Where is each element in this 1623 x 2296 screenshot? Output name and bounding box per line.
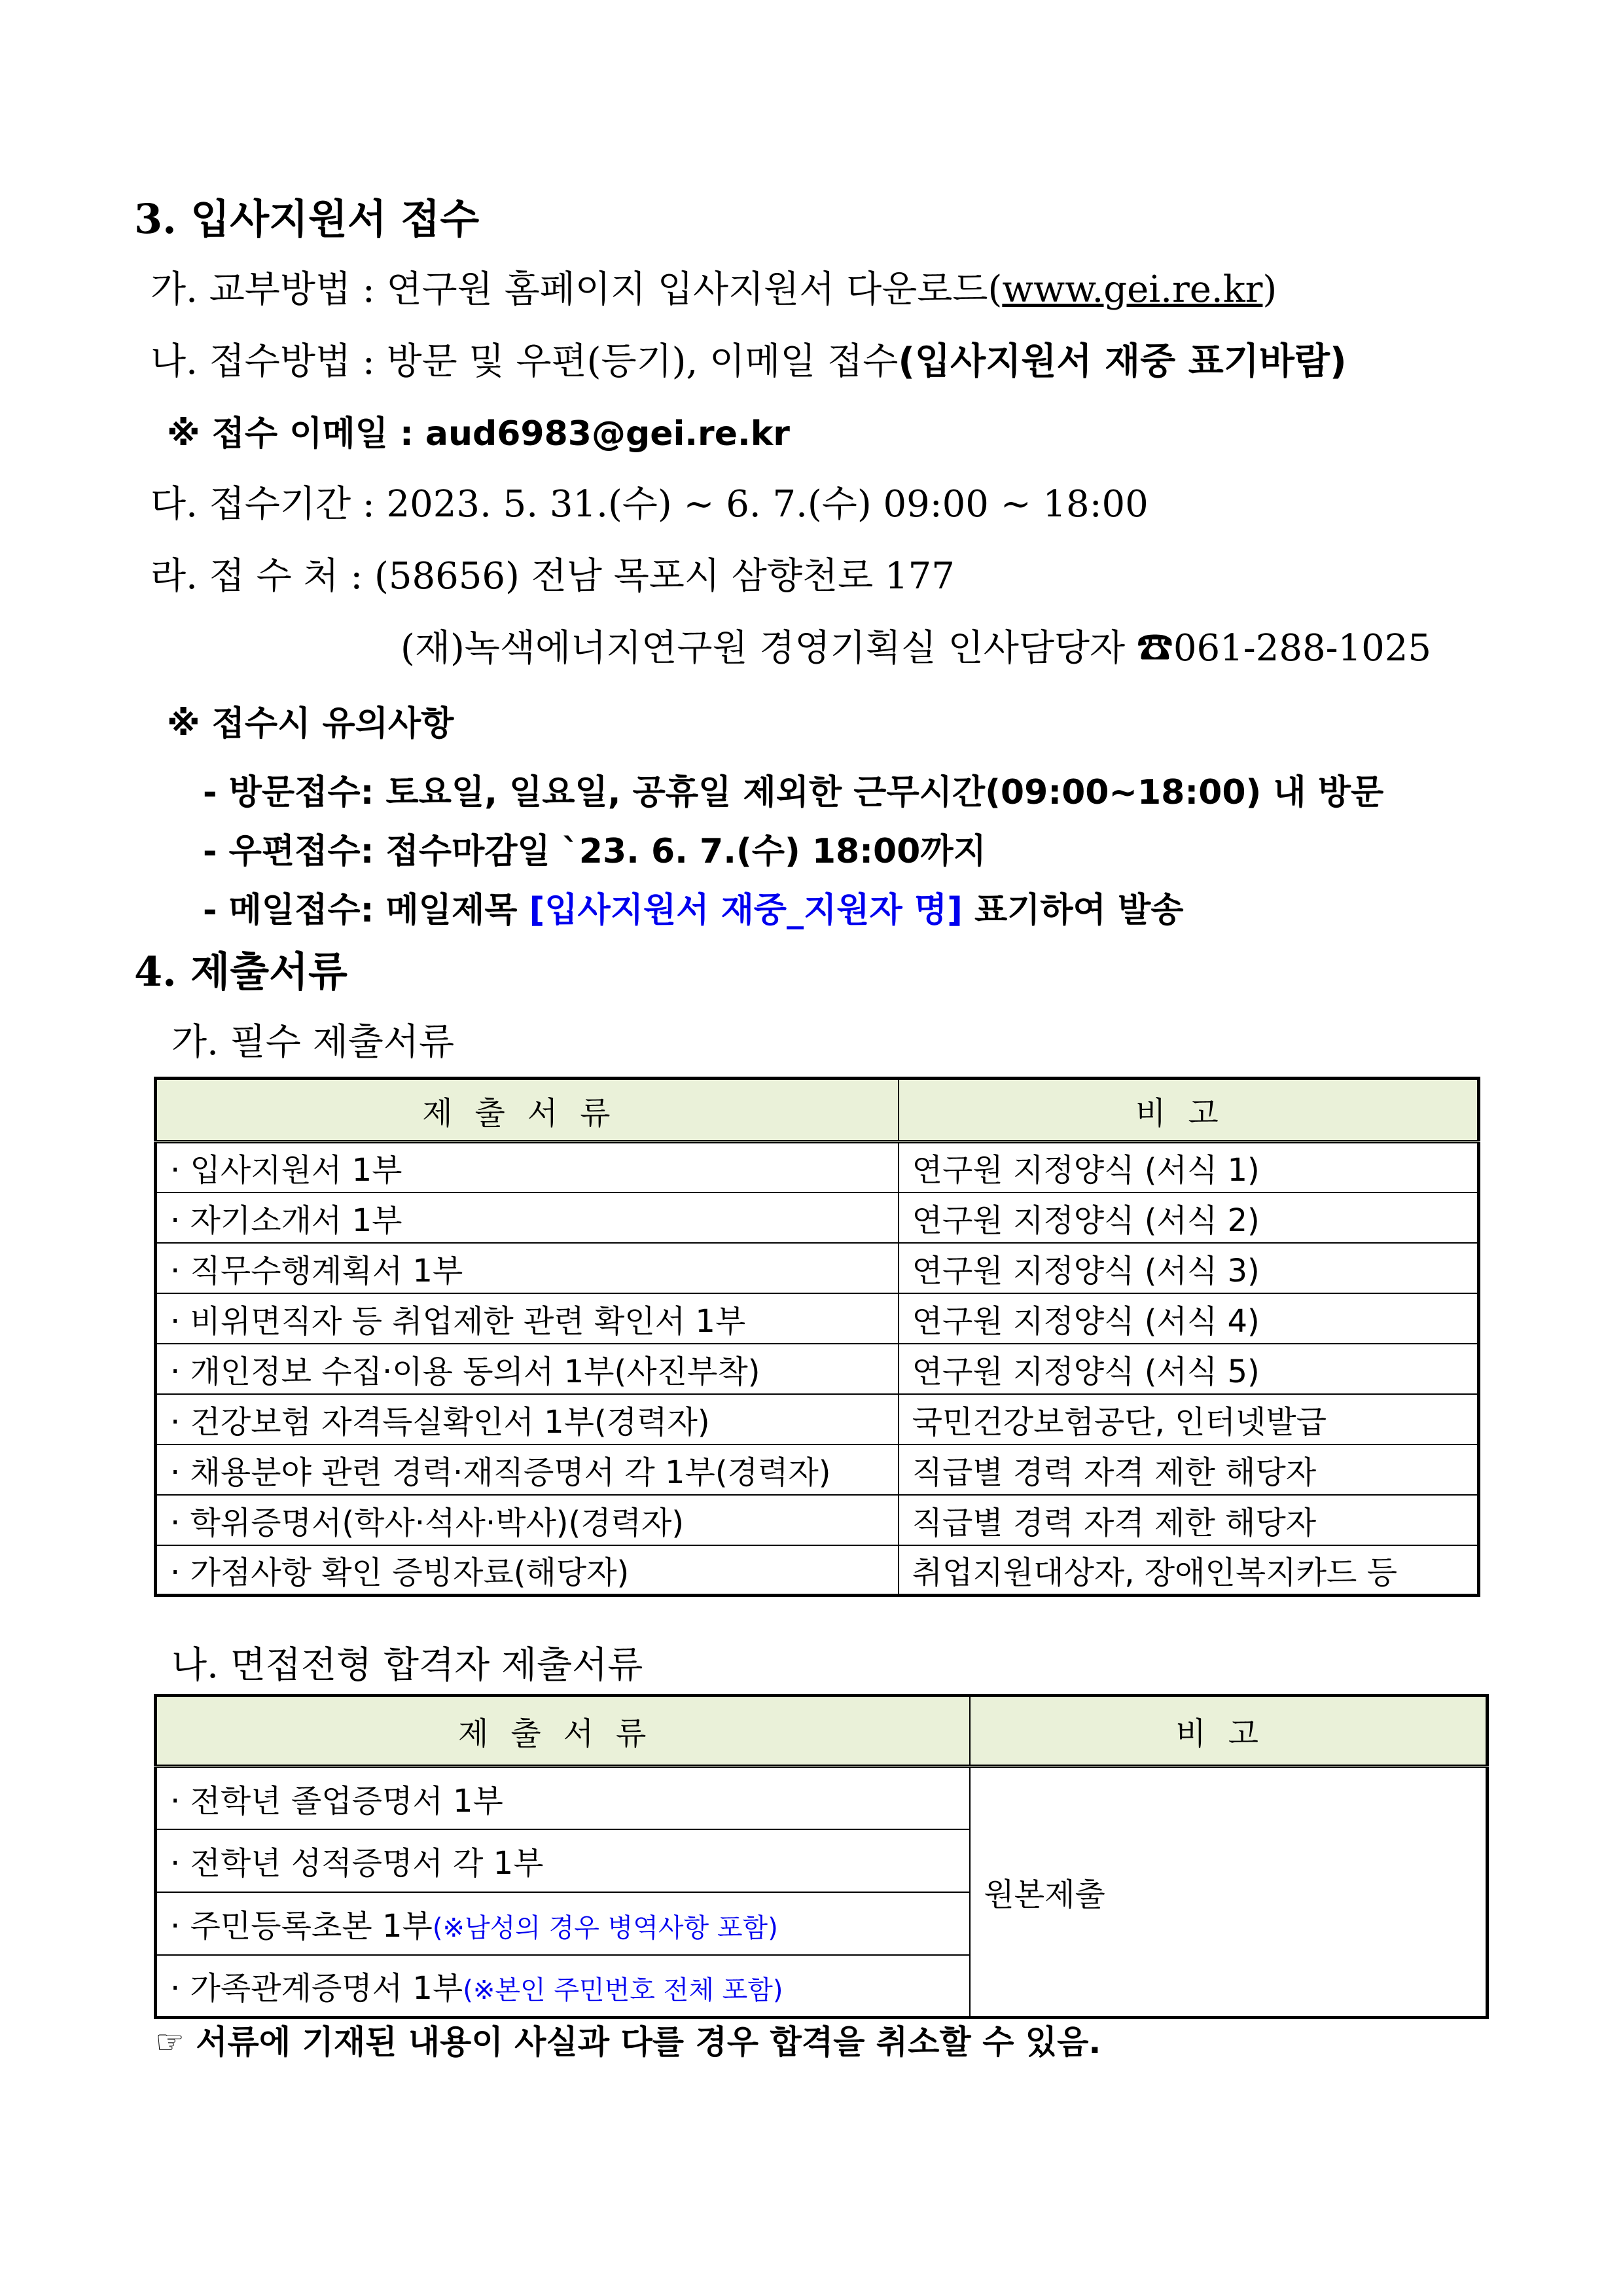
table-row: · 비위면직자 등 취업제한 관련 확인서 1부 연구원 지정양식 (서식 4) xyxy=(156,1293,1479,1344)
table-row: · 자기소개서 1부 연구원 지정양식 (서식 2) xyxy=(156,1193,1479,1243)
table-row: · 입사지원서 1부 연구원 지정양식 (서식 1) xyxy=(156,1142,1479,1193)
footer-notice: ☞ 서류에 기재된 내용이 사실과 다를 경우 합격을 취소할 수 있음. xyxy=(155,2023,1101,2061)
submission-method: 나. 접수방법 : 방문 및 우편(등기), 이메일 접수(입사지원서 재중 표기바람) xyxy=(151,340,1347,383)
homepage-link[interactable]: www.gei.re.kr xyxy=(1002,268,1263,311)
submission-emphasis: (입사지원서 재중 표기바람) xyxy=(898,340,1347,383)
table-row: · 가점사항 확인 증빙자료(해당자) 취업지원대상자, 장애인복지카드 등 xyxy=(156,1545,1479,1596)
table-row: · 전학년 졸업증명서 1부 원본제출 xyxy=(156,1767,1488,1829)
notice-title: ※ 접수시 유의사항 xyxy=(167,704,454,744)
notice-visit: - 방문접수: 토요일, 일요일, 공휴일 제외한 근무시간(09:00~18:00) 내 방문 xyxy=(203,773,1384,812)
table-row: · 개인정보 수집·이용 동의서 1부(사진부착) 연구원 지정양식 (서식 5) xyxy=(156,1344,1479,1394)
table-header xyxy=(156,1079,1479,1142)
interview-docs-table xyxy=(154,1694,1489,2019)
interview-docs-title: 나. 면접전형 합격자 제출서류 xyxy=(171,1644,643,1687)
table-header xyxy=(156,1696,1488,1767)
table-row: · 건강보험 자격득실확인서 1부(경력자) 국민건강보험공단, 인터넷발급 xyxy=(156,1394,1479,1444)
submission-address: 라. 접 수 처 : (58656) 전남 목포시 삼향천로 177 xyxy=(151,555,955,598)
remark-original: 원본제출 xyxy=(970,1767,1487,2018)
table-row: · 주민등록초본 1부(※남성의 경우 병역사항 포함) xyxy=(156,1892,1488,1955)
section3-title: 3. 입사지원서 접수 xyxy=(134,195,480,243)
notice-email: - 메일접수: 메일제목 [입사지원서 재중_지원자 명] 표기하여 발송 xyxy=(203,891,1184,930)
header-remark: 비고 xyxy=(899,1079,1479,1142)
email-subject-format: [입사지원서 재중_지원자 명] xyxy=(529,891,963,930)
table-row: · 채용분야 관련 경력·재직증명서 각 1부(경력자) 직급별 경력 자격 제한 해당자 xyxy=(156,1444,1479,1495)
submission-contact: (재)녹색에너지연구원 경영기획실 인사담당자 ☎061-288-1025 xyxy=(401,627,1432,670)
header-docs: 제출서류 xyxy=(156,1696,971,1767)
submission-email: ※ 접수 이메일 : aud6983@gei.re.kr xyxy=(167,414,790,454)
row-note: (※남성의 경우 병역사항 포함) xyxy=(432,1913,778,1943)
required-docs-title: 가. 필수 제출서류 xyxy=(171,1021,455,1064)
section4-title: 4. 제출서류 xyxy=(134,948,348,996)
submission-period: 다. 접수기간 : 2023. 5. 31.(수) ∼ 6. 7.(수) 09:00 ~ 18:00 xyxy=(151,483,1149,526)
table-row: · 전학년 성적증명서 각 1부 xyxy=(156,1829,1488,1892)
table-row: · 학위증명서(학사·석사·박사)(경력자) 직급별 경력 자격 제한 해당자 xyxy=(156,1495,1479,1545)
required-docs-table xyxy=(154,1077,1480,1597)
header-remark: 비고 xyxy=(970,1696,1487,1767)
table-row: · 직무수행계획서 1부 연구원 지정양식 (서식 3) xyxy=(156,1243,1479,1293)
table-row: · 가족관계증명서 1부(※본인 주민번호 전체 포함) xyxy=(156,1955,1488,2018)
notice-mail: - 우편접수: 접수마감일 `23. 6. 7.(수) 18:00까지 xyxy=(203,832,986,871)
header-docs: 제출서류 xyxy=(156,1079,899,1142)
distribution-method: 가. 교부방법 : 연구원 홈페이지 입사지원서 다운로드(www.gei.re.kr) xyxy=(151,268,1277,311)
row-note: (※본인 주민번호 전체 포함) xyxy=(463,1975,783,2006)
